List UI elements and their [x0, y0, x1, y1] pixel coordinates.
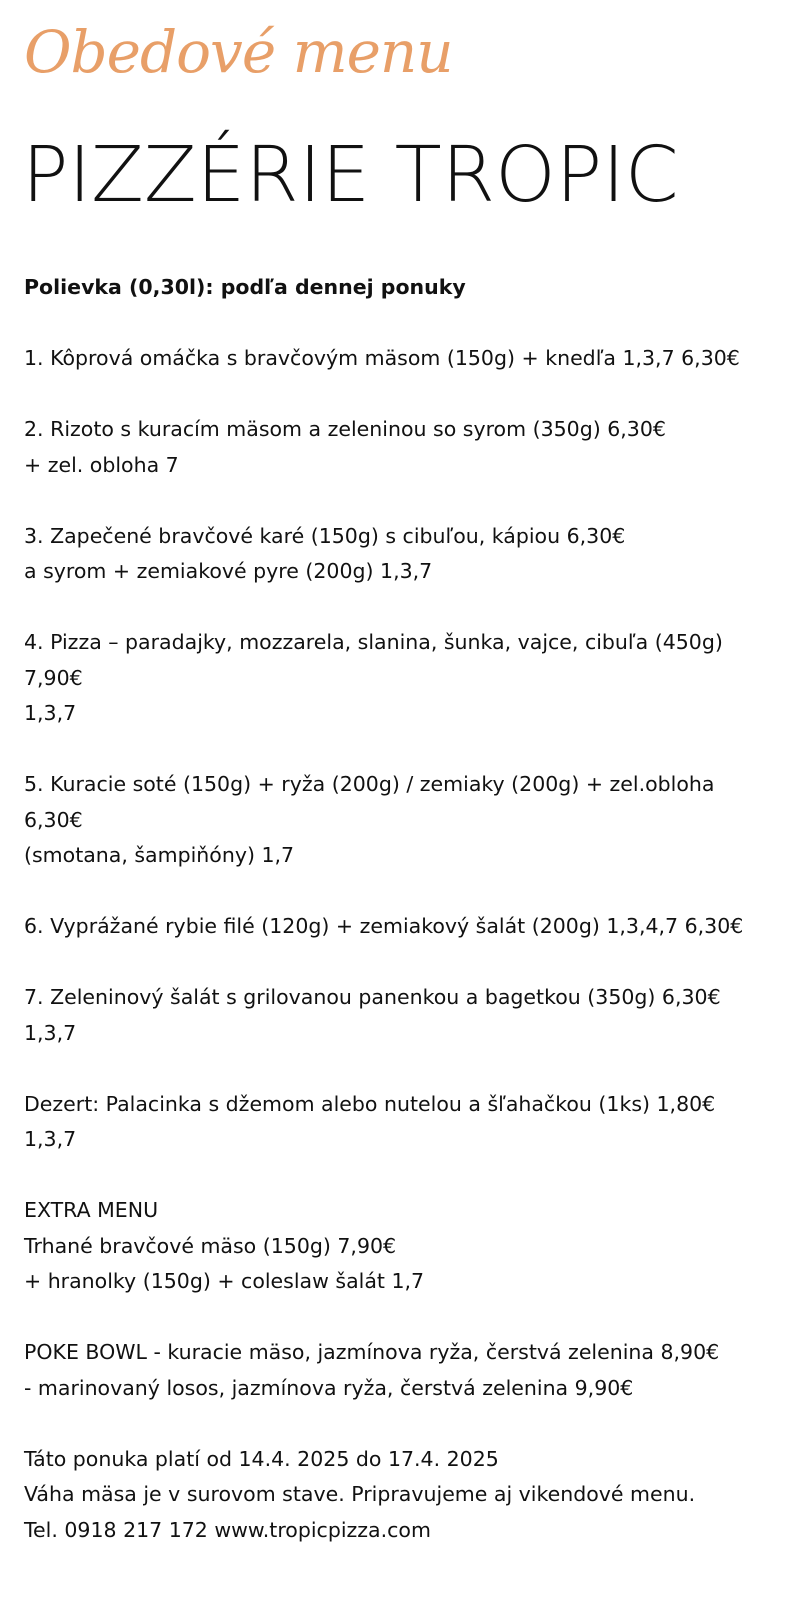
poke-bowl-line: POKE BOWL - kuracie mäso, jazmínova ryža, čerstvá zelenina 8,90€ [24, 1340, 720, 1364]
spacer [24, 377, 794, 413]
spacer [24, 732, 794, 768]
extra-menu-line: + hranolky (150g) + coleslaw šalát 1,7 [24, 1269, 425, 1293]
poke-bowl [24, 1335, 794, 1406]
menu-script-title: Obedové menu [24, 18, 453, 86]
contact-line: Tel. 0918 217 172 www.tropicpizza.com [24, 1517, 431, 1542]
soup-line: Polievka (0,30l): podľa dennej ponuky [24, 275, 466, 299]
menu-item-4 [24, 625, 794, 732]
menu-item-line: 3. Zapečené bravčové karé (150g) s cibuľou, kápiou 6,30€ [24, 523, 626, 548]
spacer [24, 1406, 794, 1442]
extra-menu [24, 1193, 794, 1300]
spacer [24, 483, 794, 519]
menu-item-line: 1. Kôprová omáčka s bravčovým mäsom (150g) + knedľa 1,3,7 6,30€ [24, 346, 740, 370]
spacer [24, 1158, 794, 1194]
menu-item-2 [24, 412, 794, 483]
spacer [24, 590, 794, 626]
spacer [24, 1300, 794, 1336]
menu-item-line: (smotana, šampiňóny) 1,7 [24, 843, 295, 867]
menu-item-line: 6. Vyprážané rybie filé (120g) + zemiakový šalát (200g) 1,3,4,7 6,30€ [24, 914, 744, 938]
spacer [24, 1051, 794, 1087]
menu-item-line: 4. Pizza – paradajky, mozzarela, slanina, šunka, vajce, cibuľa (450g) [24, 630, 723, 654]
extra-menu-line: Trhané bravčové mäso (150g) 7,90€ [24, 1233, 397, 1258]
menu-item-line: 1,3,7 [24, 701, 77, 725]
extra-menu-heading: EXTRA MENU [24, 1198, 159, 1222]
menu-content [24, 270, 794, 1548]
menu-item-line: 7. Zeleninový šalát s grilovanou panenkou a bagetkou (350g) 6,30€ [24, 985, 721, 1009]
menu-item-line: 1,3,7 [24, 1020, 77, 1045]
dessert-line: 1,3,7 [24, 1127, 77, 1151]
menu-item-line: a syrom + zemiakové pyre (200g) 1,3,7 [24, 559, 433, 583]
weight-note-line: Váha mäsa je v surovom stave. Pripravujeme aj vikendové menu. [24, 1482, 696, 1506]
menu-item-line: 6,30€ [24, 807, 83, 832]
menu-item-line: 5. Kuracie soté (150g) + ryža (200g) / zemiaky (200g) + zel.obloha [24, 772, 715, 796]
dessert-item [24, 1087, 794, 1158]
spacer [24, 945, 794, 981]
dessert-line: Dezert: Palacinka s džemom alebo nutelou a šľahačkou (1ks) 1,80€ [24, 1091, 716, 1116]
restaurant-name: PIZZÉRIE TROPIC [22, 131, 679, 220]
validity-line: Táto ponuka platí od 14.4. 2025 do 17.4. 2025 [24, 1446, 499, 1471]
menu-item-3 [24, 519, 794, 590]
menu-item-1 [24, 341, 794, 377]
menu-item-line: 7,90€ [24, 665, 83, 690]
menu-item-5 [24, 767, 794, 874]
spacer [24, 874, 794, 910]
menu-item-line: + zel. obloha 7 [24, 452, 179, 477]
menu-item-7 [24, 980, 794, 1051]
poke-bowl-line: - marinovaný losos, jazmínova ryža, čerstvá zelenina 9,90€ [24, 1375, 634, 1400]
spacer [24, 306, 794, 342]
menu-item-line: 2. Rizoto s kuracím mäsom a zeleninou so syrom (350g) 6,30€ [24, 417, 666, 441]
footer-info [24, 1442, 794, 1549]
menu-item-6 [24, 909, 794, 945]
